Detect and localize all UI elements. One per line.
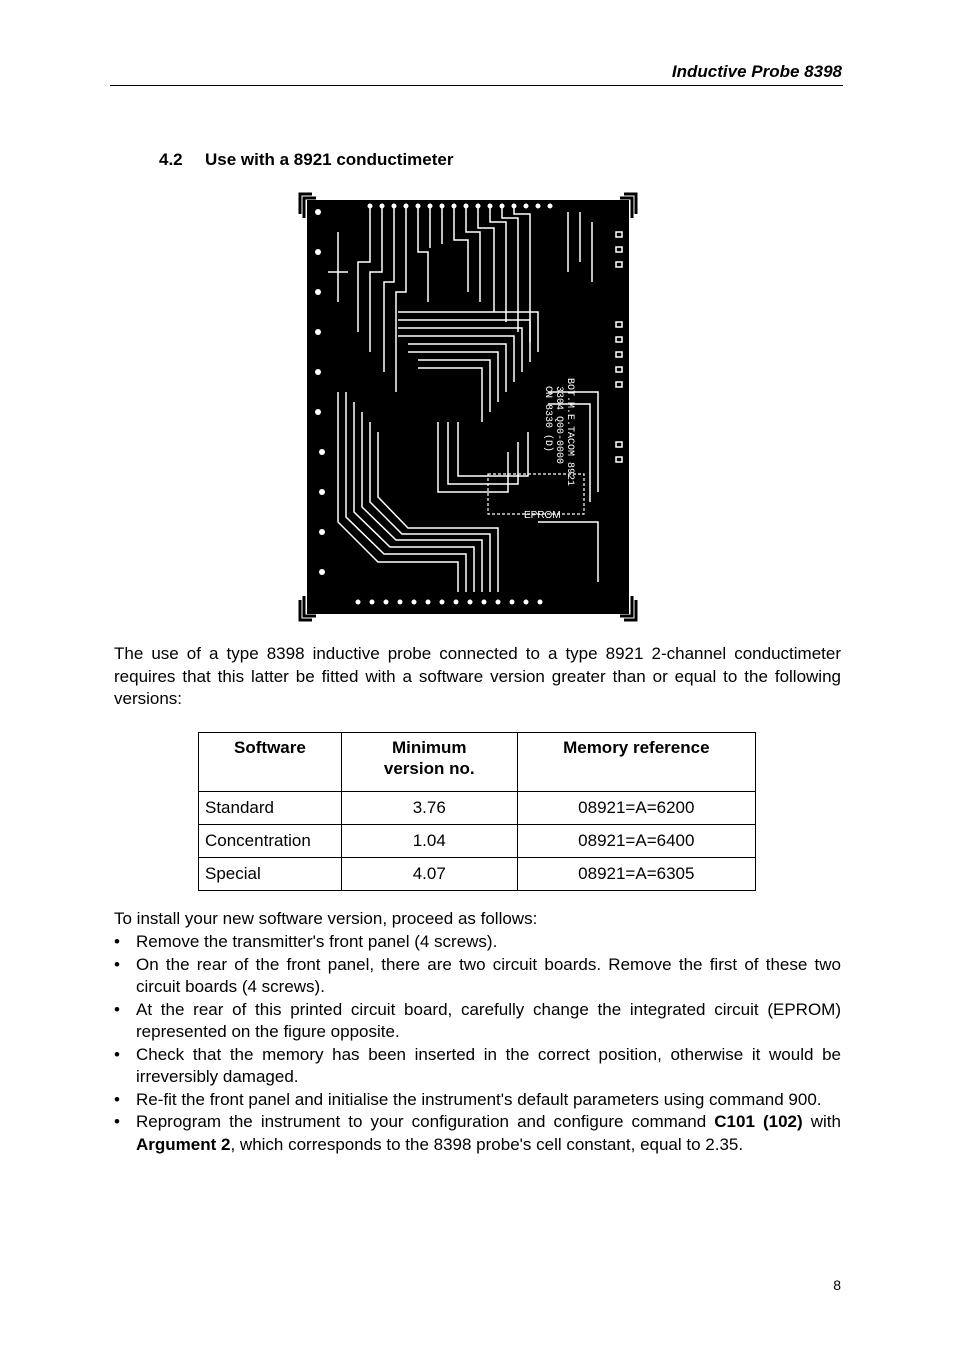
command-code: C101 (102) <box>714 1112 803 1131</box>
header-memory-reference: Memory reference <box>517 733 755 792</box>
list-item: • On the rear of the front panel, there are two circuit boards. Remove the first of these two circuit boards (4 screws). <box>114 954 841 996</box>
board-text-line-1: BOT.M.E.TACOM 8921 <box>564 378 575 487</box>
list-item: • Check that the memory has been inserted in the correct position, otherwise it would be irreversibly damaged. <box>114 1044 841 1086</box>
header-software: Software <box>199 733 342 792</box>
instruction-list <box>114 931 841 1156</box>
cell-memory-reference: 08921=A=6400 <box>517 825 755 858</box>
cell-software: Concentration <box>199 825 342 858</box>
header-minimum-version: Minimum version no. <box>341 733 517 792</box>
board-text-line-3: CN 8330 (D) <box>542 386 553 453</box>
section-heading <box>159 150 453 170</box>
running-header: Inductive Probe 8398 <box>671 62 842 81</box>
instructions-intro: To install your new software version, proceed as follows: <box>114 909 538 928</box>
list-item: • Re-fit the front panel and initialise the instrument's default parameters using command 900. <box>114 1089 841 1112</box>
eprom-label: EPROM <box>524 510 561 521</box>
bullet-icon: • <box>114 1044 120 1064</box>
intro-paragraph: The use of a type 8398 inductive probe connected to a type 8921 2-channel conductimeter requires that this latter be fitted with a software version greater than or equal to the following versions: <box>114 644 841 708</box>
cell-memory-reference: 08921=A=6200 <box>517 792 755 825</box>
bullet-icon: • <box>114 999 120 1019</box>
argument-label: Argument 2 <box>136 1134 231 1154</box>
page-number: 8 <box>833 1277 841 1293</box>
bullet-icon: • <box>114 932 120 951</box>
table-row <box>199 858 756 891</box>
circuit-board-figure <box>298 192 638 622</box>
header-rule <box>110 85 843 86</box>
list-item: • At the rear of this printed circuit board, carefully change the integrated circuit (EPROM) represented on the figure opposite. <box>114 999 841 1041</box>
cell-memory-reference: 08921=A=6305 <box>517 858 755 891</box>
cell-version: 3.76 <box>341 792 517 825</box>
list-item: • Remove the transmitter's front panel (4 screws). <box>114 931 841 954</box>
cell-version: 1.04 <box>341 825 517 858</box>
cell-software: Special <box>199 858 342 891</box>
bullet-icon: • <box>114 1089 120 1109</box>
table-row <box>199 825 756 858</box>
bullet-icon: • <box>114 1112 120 1131</box>
table-row <box>199 792 756 825</box>
cell-version: 4.07 <box>341 858 517 891</box>
software-versions-table <box>198 732 756 891</box>
board-text-line-2: 3304 Q00-0000 <box>553 386 564 465</box>
bullet-icon: • <box>114 954 120 974</box>
list-item: • Reprogram the instrument to your configuration and configure command C101 (102) with Argument 2, which corresponds to the 8398 probe's cell constant, equal to 2.35. <box>114 1112 841 1154</box>
cell-software: Standard <box>199 792 342 825</box>
table-header-row <box>199 733 756 792</box>
section-title: Use with a 8921 conductimeter <box>205 150 454 169</box>
step-text: Reprogram the instrument to your configuration and configure command <box>136 1112 715 1131</box>
section-number: 4.2 <box>159 150 183 169</box>
